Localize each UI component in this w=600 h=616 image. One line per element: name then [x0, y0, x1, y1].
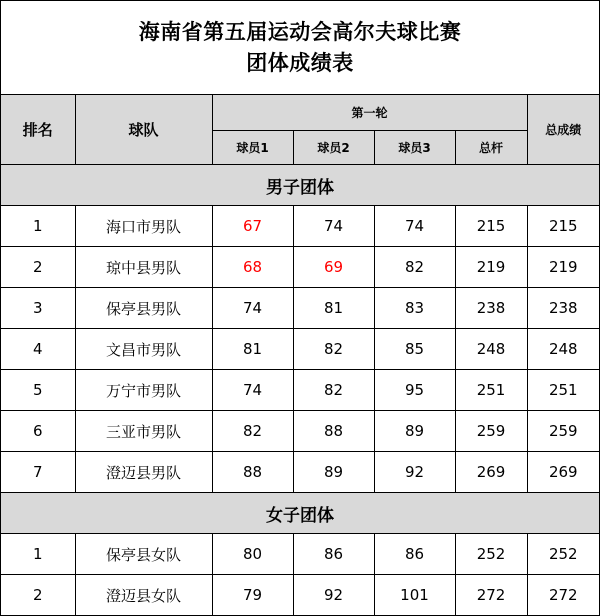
table-row — [1, 288, 599, 329]
team-cell: 澄迈县男队 — [75, 452, 212, 493]
player3-cell: 82 — [374, 247, 455, 288]
strokes-cell: 215 — [455, 206, 527, 247]
total-cell: 272 — [527, 575, 599, 616]
men-section-label: 男子团体 — [1, 165, 599, 206]
total-cell: 238 — [527, 288, 599, 329]
total-score-header: 总成绩 — [527, 95, 599, 165]
men-section-row — [1, 165, 599, 206]
player3-cell: 89 — [374, 411, 455, 452]
player1-cell: 81 — [212, 329, 293, 370]
table-row — [1, 452, 599, 493]
team-cell: 万宁市男队 — [75, 370, 212, 411]
table-row — [1, 329, 599, 370]
rank-cell: 1 — [1, 206, 75, 247]
player3-cell: 83 — [374, 288, 455, 329]
team-header: 球队 — [75, 95, 212, 165]
player2-cell: 92 — [293, 575, 374, 616]
strokes-cell: 272 — [455, 575, 527, 616]
table-row — [1, 534, 599, 575]
player2-cell: 82 — [293, 370, 374, 411]
strokes-cell: 259 — [455, 411, 527, 452]
rank-cell: 1 — [1, 534, 75, 575]
player1-cell: 79 — [212, 575, 293, 616]
player3-cell: 74 — [374, 206, 455, 247]
player1-cell: 88 — [212, 452, 293, 493]
table-row — [1, 411, 599, 452]
total-cell: 248 — [527, 329, 599, 370]
rank-cell: 6 — [1, 411, 75, 452]
strokes-cell: 248 — [455, 329, 527, 370]
player3-header: 球员3 — [374, 131, 455, 165]
total-cell: 252 — [527, 534, 599, 575]
strokes-header: 总杆 — [455, 131, 527, 165]
table-row — [1, 206, 599, 247]
player1-header: 球员1 — [212, 131, 293, 165]
team-cell: 海口市男队 — [75, 206, 212, 247]
player3-cell: 95 — [374, 370, 455, 411]
team-cell: 保亭县男队 — [75, 288, 212, 329]
total-cell: 251 — [527, 370, 599, 411]
rank-cell: 2 — [1, 575, 75, 616]
strokes-cell: 238 — [455, 288, 527, 329]
player2-cell: 81 — [293, 288, 374, 329]
player1-cell: 67 — [212, 206, 293, 247]
rank-cell: 7 — [1, 452, 75, 493]
player2-cell: 89 — [293, 452, 374, 493]
player3-cell: 85 — [374, 329, 455, 370]
table-row — [1, 370, 599, 411]
player2-cell: 74 — [293, 206, 374, 247]
women-section-label: 女子团体 — [1, 493, 599, 534]
strokes-cell: 219 — [455, 247, 527, 288]
results-table — [1, 95, 599, 616]
strokes-cell: 252 — [455, 534, 527, 575]
rank-cell: 3 — [1, 288, 75, 329]
table-row — [1, 247, 599, 288]
player3-cell: 101 — [374, 575, 455, 616]
team-cell: 文昌市男队 — [75, 329, 212, 370]
player2-header: 球员2 — [293, 131, 374, 165]
team-cell: 保亭县女队 — [75, 534, 212, 575]
player1-cell: 80 — [212, 534, 293, 575]
total-cell: 269 — [527, 452, 599, 493]
rank-cell: 4 — [1, 329, 75, 370]
player2-cell: 86 — [293, 534, 374, 575]
table-title: 团体成绩表 — [246, 50, 354, 75]
player3-cell: 92 — [374, 452, 455, 493]
rank-header: 排名 — [1, 95, 75, 165]
event-title: 海南省第五届运动会高尔夫球比赛 — [138, 19, 462, 44]
team-cell: 澄迈县女队 — [75, 575, 212, 616]
strokes-cell: 251 — [455, 370, 527, 411]
player1-cell: 68 — [212, 247, 293, 288]
player3-cell: 86 — [374, 534, 455, 575]
round-header: 第一轮 — [212, 95, 527, 131]
team-cell: 琼中县男队 — [75, 247, 212, 288]
player2-cell: 69 — [293, 247, 374, 288]
header-row-1 — [1, 95, 599, 131]
women-section-row — [1, 493, 599, 534]
player1-cell: 82 — [212, 411, 293, 452]
rank-cell: 2 — [1, 247, 75, 288]
team-cell: 三亚市男队 — [75, 411, 212, 452]
total-cell: 259 — [527, 411, 599, 452]
total-cell: 219 — [527, 247, 599, 288]
player2-cell: 82 — [293, 329, 374, 370]
total-cell: 215 — [527, 206, 599, 247]
strokes-cell: 269 — [455, 452, 527, 493]
title-block — [1, 1, 599, 95]
rank-cell: 5 — [1, 370, 75, 411]
player2-cell: 88 — [293, 411, 374, 452]
table-row — [1, 575, 599, 616]
player1-cell: 74 — [212, 288, 293, 329]
player1-cell: 74 — [212, 370, 293, 411]
